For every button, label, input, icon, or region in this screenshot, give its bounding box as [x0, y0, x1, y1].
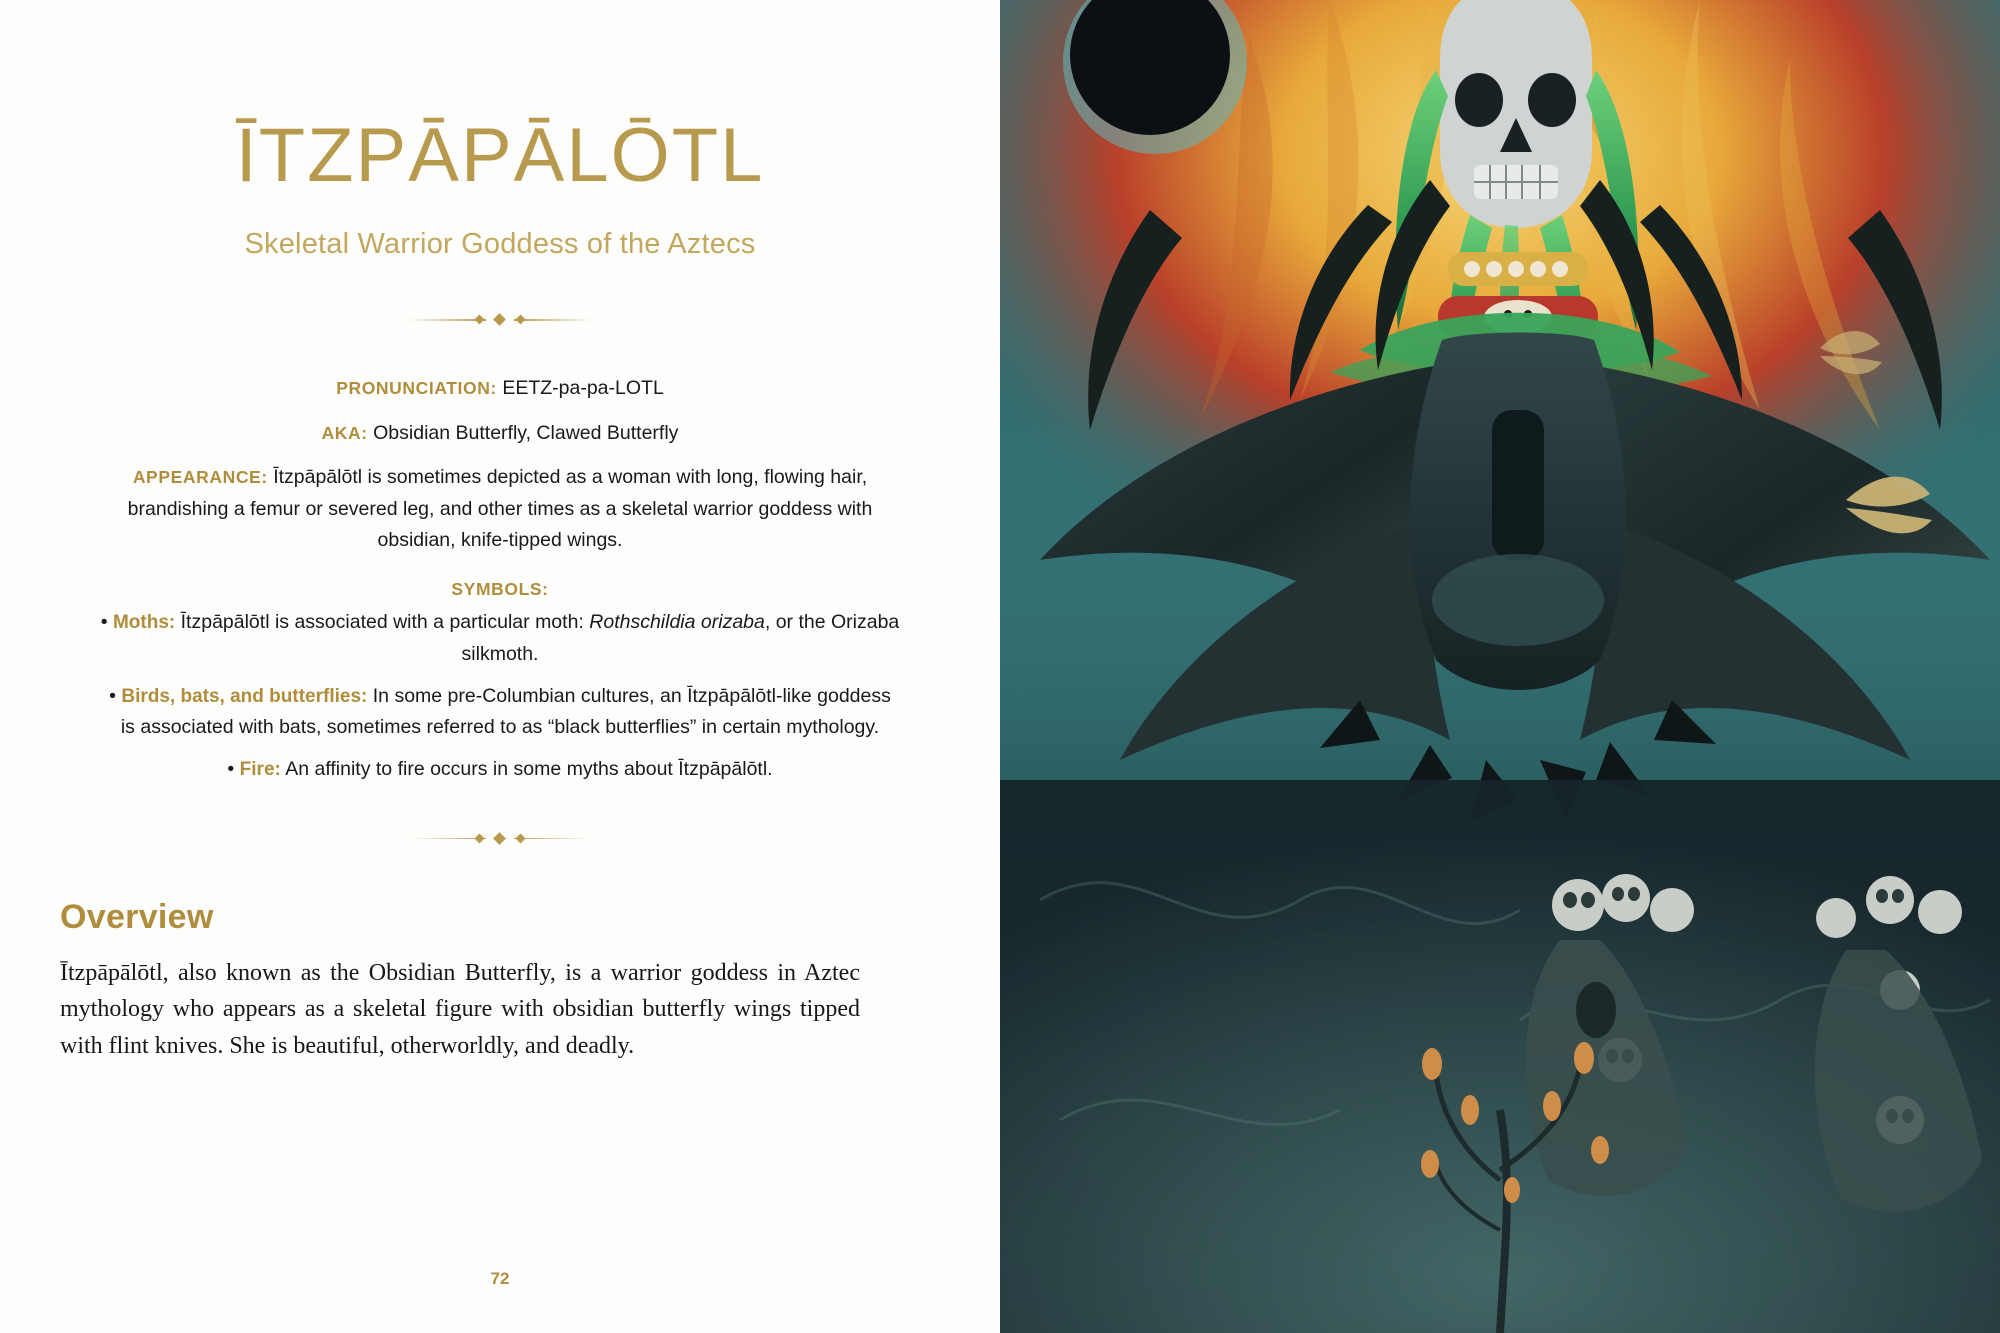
symbol-text-italic: Rothschildia orizaba [589, 611, 765, 634]
page-title: ĪTZPĀPĀLŌTL [235, 113, 765, 198]
overview-heading: Overview [60, 897, 214, 936]
symbol-text-before: An affinity to fire occurs in some myths about Ītzpāpālōtl. [280, 757, 773, 780]
pronunciation-label: PRONUNCIATION: [336, 378, 497, 398]
symbol-text-before: In some pre-Columbian cultures, an Ītzpāpālōtl-like goddess is associated with bats, sometimes referred to as “black butterflies” in certain mythology. [120, 684, 891, 739]
symbol-item-birds-bats-butterflies [100, 681, 900, 744]
overview-body: Ītzpāpālōtl, also known as the Obsidian Butterfly, is a warrior goddess in Aztec mythology who appears as a skeletal figure with obsidian butterfly wings tipped with flint knives. She is beautiful, otherworldly, and deadly. [60, 959, 860, 1059]
artwork-page [1000, 0, 2000, 1333]
divider-tick-left [475, 833, 485, 843]
symbol-name: Fire: [239, 758, 281, 780]
divider-diamond-icon [493, 313, 506, 326]
aka-label: AKA: [321, 422, 368, 443]
divider-tick-right [516, 315, 526, 325]
ornament-divider-top [400, 313, 600, 327]
symbol-item-fire [100, 754, 900, 786]
symbol-item-moths [100, 607, 900, 670]
divider-diamond-icon [493, 832, 506, 845]
symbol-text-before: Ītzpāpālōtl is associated with a particular moth: [175, 611, 590, 634]
fact-aka [100, 418, 900, 450]
aka-value: Obsidian Butterfly, Clawed Butterfly [373, 421, 679, 444]
fact-block [100, 373, 900, 786]
divider-tick-left [475, 315, 485, 325]
page-number: 72 [490, 1269, 510, 1288]
symbol-name: Moths: [112, 612, 176, 634]
pronunciation-value: EETZ-pa-pa-LOTL [502, 377, 664, 399]
symbol-text-after: , or the Orizaba silkmoth. [461, 611, 900, 665]
divider-tick-right [516, 833, 526, 843]
art-robe-torso [1410, 333, 1626, 691]
symbol-bullet: • [100, 611, 108, 634]
page-subtitle: Skeletal Warrior Goddess of the Aztecs [244, 228, 756, 260]
ornament-divider-bottom [400, 832, 600, 846]
symbol-name: Birds, bats, and butterflies: [121, 685, 368, 707]
itzpapalotl-illustration [1000, 0, 2000, 1333]
fact-pronunciation [100, 373, 900, 405]
appearance-label: APPEARANCE: [132, 467, 268, 488]
appearance-value: Ītzpāpālōtl is sometimes depicted as a woman with long, flowing hair, brandishing a femur or severed leg, and other times as a skeletal warrior goddess with obsidian, knife-tipped wings. [127, 466, 873, 552]
symbol-bullet: • [109, 684, 116, 707]
symbols-label: SYMBOLS: [451, 578, 549, 599]
art-skull-head [1440, 0, 1592, 228]
symbol-bullet: • [227, 757, 235, 780]
fact-appearance [100, 462, 900, 557]
